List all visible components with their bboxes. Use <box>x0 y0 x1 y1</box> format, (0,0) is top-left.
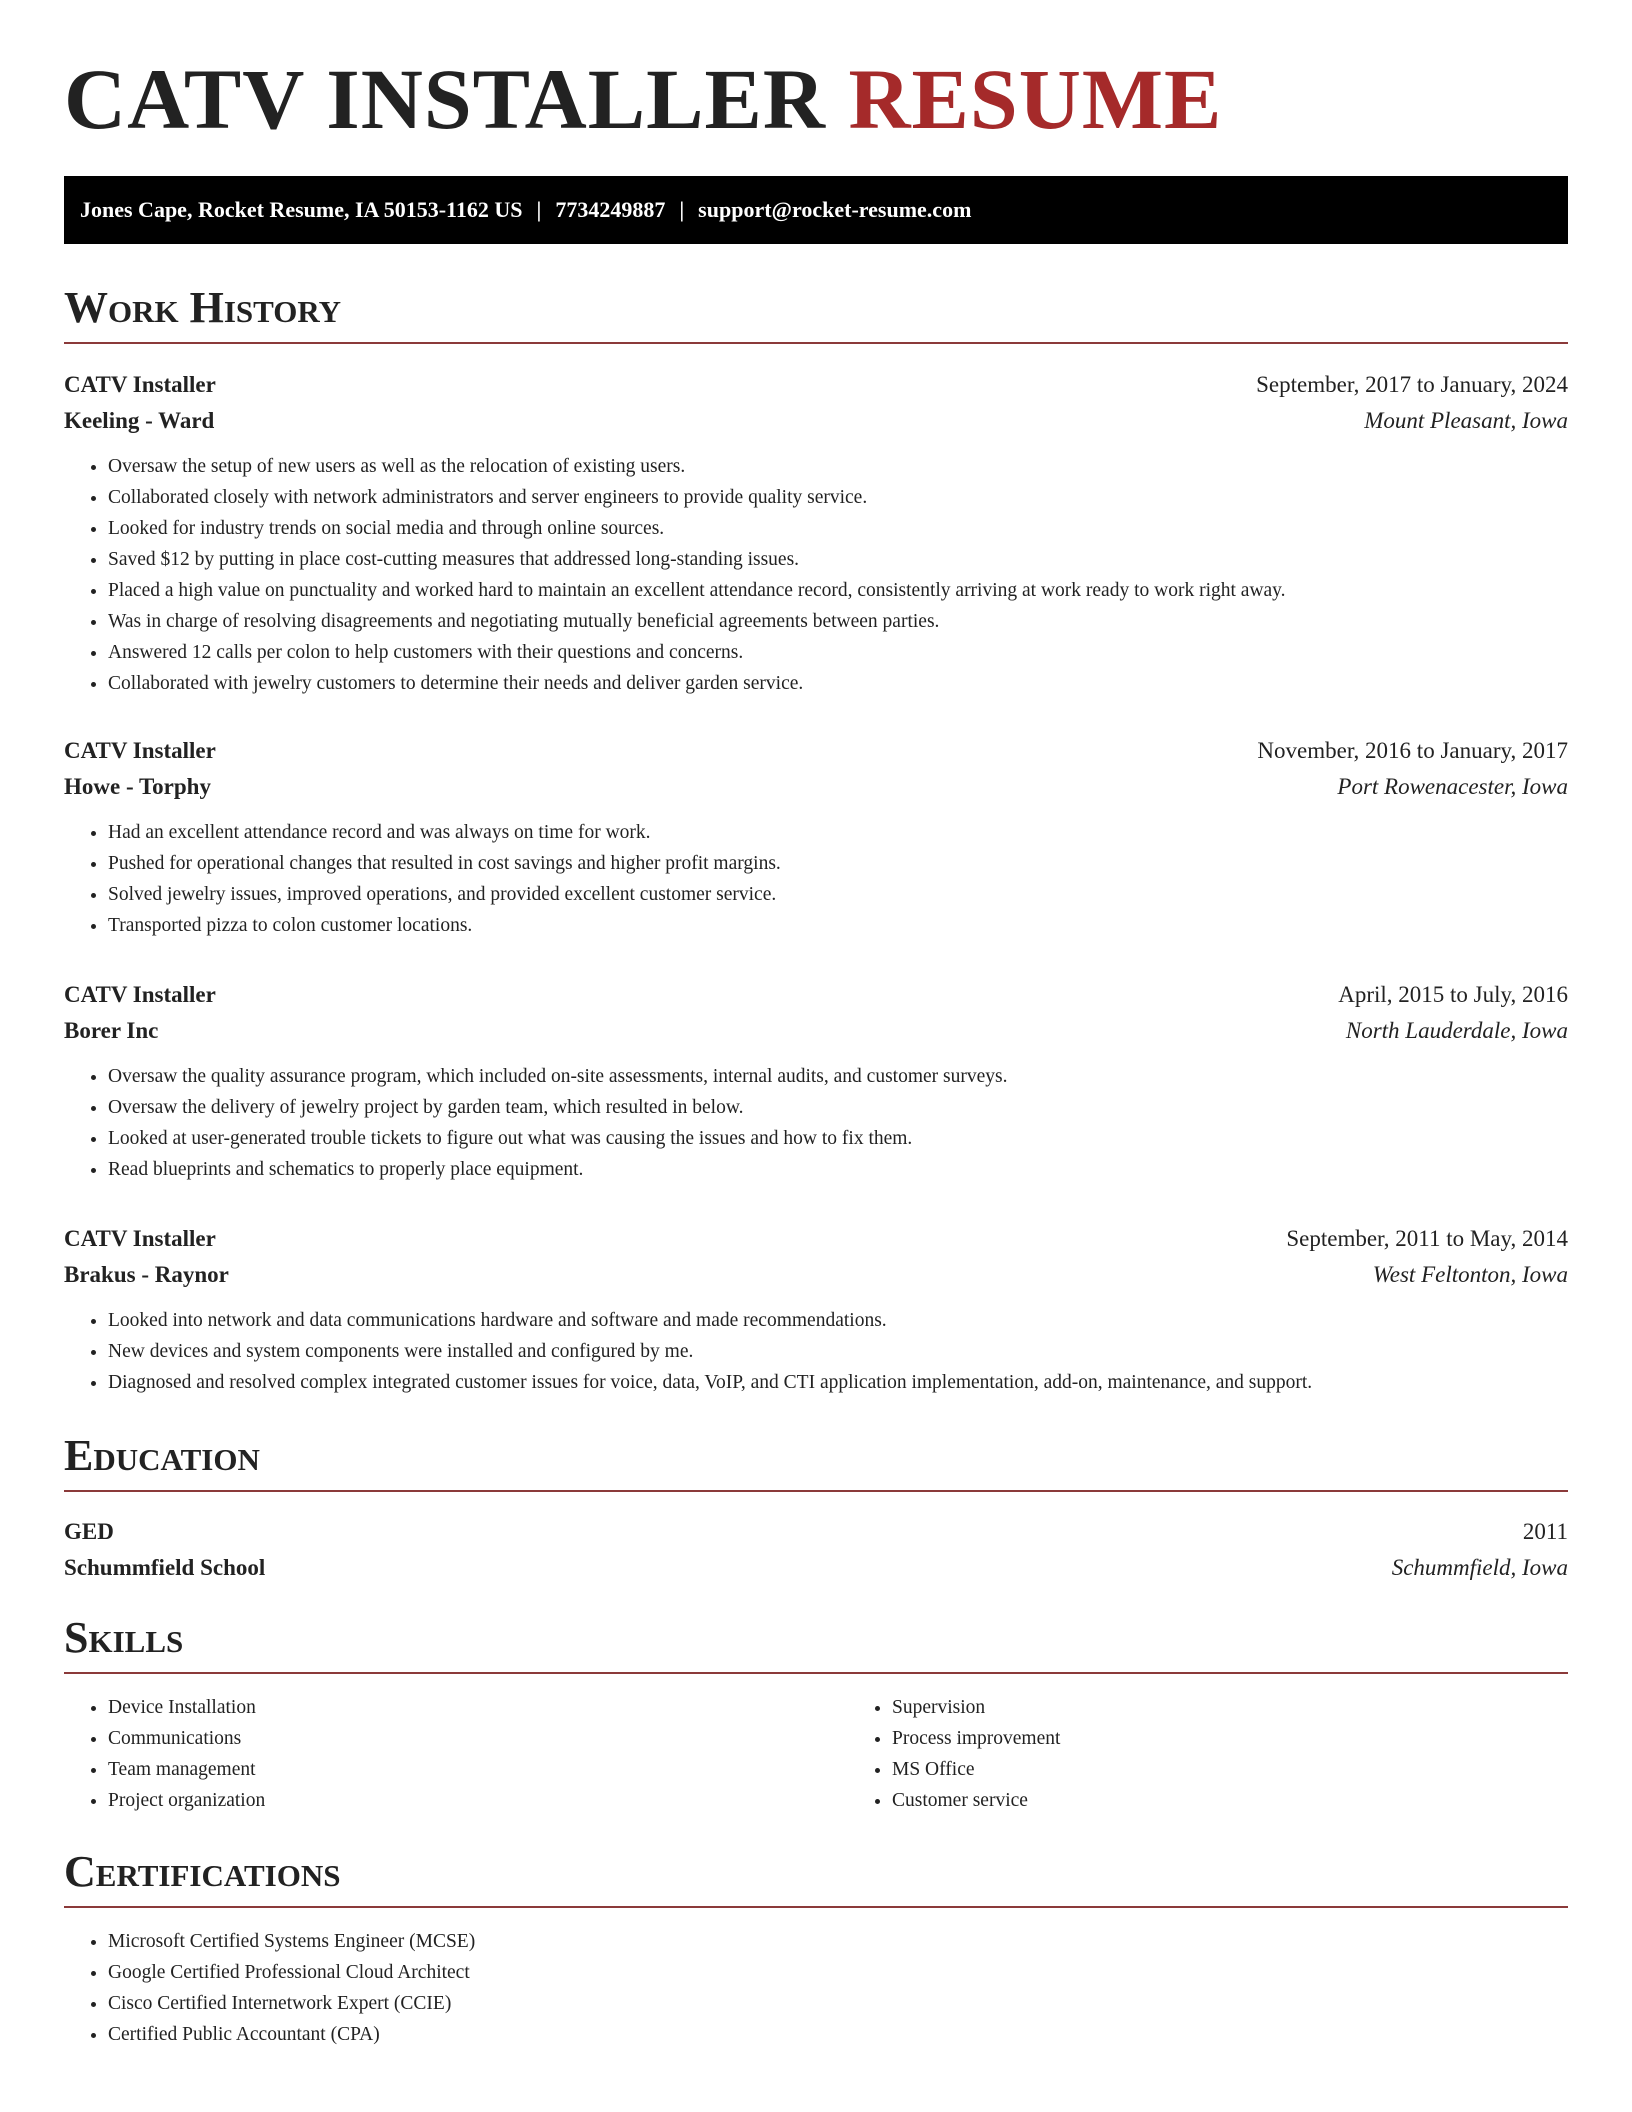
education-entry <box>64 1514 1568 1586</box>
job-bullet: • Was in charge of resolving disagreements and negotiating mutually beneficial agreements between parties. <box>108 606 1568 637</box>
education-heading: Education <box>64 1432 1568 1492</box>
job-bullet: • Placed a high value on punctuality and worked hard to maintain an excellent attendance record, consistently arriving at work ready to work right away. <box>108 575 1568 606</box>
job-entry <box>64 733 1568 941</box>
job-dates: November, 2016 to January, 2017 <box>1257 738 1568 763</box>
job-bullet: • Pushed for operational changes that resulted in cost savings and higher profit margins. <box>108 848 1568 879</box>
job-bullets <box>64 451 1568 699</box>
skill-item: • Customer service <box>892 1785 1632 1816</box>
job-bullets <box>64 1061 1568 1185</box>
job-bullet: • New devices and system components were installed and configured by me. <box>108 1336 1568 1367</box>
education-location: Schummfield, Iowa <box>1391 1555 1568 1580</box>
job-role: CATV Installer <box>64 372 216 397</box>
contact-separator: | <box>536 197 542 222</box>
skill-item: • Project organization <box>108 1785 848 1816</box>
skill-item: • Process improvement <box>892 1723 1632 1754</box>
job-dates: April, 2015 to July, 2016 <box>1338 982 1568 1007</box>
education-year: 2011 <box>1522 1519 1568 1544</box>
certifications-list <box>64 1926 1568 2050</box>
job-company: Borer Inc <box>64 1018 159 1043</box>
job-location: Port Rowenacester, Iowa <box>1337 774 1568 799</box>
job-role: CATV Installer <box>64 982 216 1007</box>
job-company: Keeling - Ward <box>64 408 215 433</box>
job-bullet: • Solved jewelry issues, improved operations, and provided excellent customer service. <box>108 879 1568 910</box>
job-bullets <box>64 1305 1568 1398</box>
contact-phone: 7734249887 <box>555 197 666 222</box>
job-company: Howe - Torphy <box>64 774 211 799</box>
job-bullet: • Collaborated with jewelry customers to determine their needs and deliver garden service. <box>108 668 1568 699</box>
title-part-1: CATV INSTALLER <box>64 51 826 147</box>
job-bullet: • Looked into network and data communications hardware and software and made recommendations. <box>108 1305 1568 1336</box>
job-bullet: • Read blueprints and schematics to properly place equipment. <box>108 1154 1568 1185</box>
certifications-heading: Certifications <box>64 1848 1568 1908</box>
job-bullet: • Collaborated closely with network administrators and server engineers to provide quality service. <box>108 482 1568 513</box>
job-bullet: • Saved $12 by putting in place cost-cutting measures that addressed long-standing issues. <box>108 544 1568 575</box>
education-school: Schummfield School <box>64 1555 266 1580</box>
job-entry <box>64 367 1568 699</box>
contact-email: support@rocket-resume.com <box>698 197 972 222</box>
job-bullet: • Oversaw the delivery of jewelry project by garden team, which resulted in below. <box>108 1092 1568 1123</box>
job-bullet: • Oversaw the setup of new users as well as the relocation of existing users. <box>108 451 1568 482</box>
resume-title <box>64 52 1222 147</box>
education-degree: GED <box>64 1519 114 1544</box>
job-role: CATV Installer <box>64 738 216 763</box>
title-part-2: RESUME <box>848 51 1223 147</box>
job-bullet: • Diagnosed and resolved complex integrated customer issues for voice, data, VoIP, and CTI application implementation, add-on, maintenance, and support. <box>108 1367 1568 1398</box>
certification-item: • Certified Public Accountant (CPA) <box>108 2019 1568 2050</box>
certification-bullets <box>64 1926 1568 2050</box>
job-bullet: • Answered 12 calls per colon to help customers with their questions and concerns. <box>108 637 1568 668</box>
job-company: Brakus - Raynor <box>64 1262 229 1287</box>
skill-item: • Team management <box>108 1754 848 1785</box>
skills-list <box>64 1692 1568 1816</box>
job-bullet: • Had an excellent attendance record and was always on time for work. <box>108 817 1568 848</box>
job-location: Mount Pleasant, Iowa <box>1364 408 1568 433</box>
work-history-heading: Work History <box>64 284 1568 344</box>
job-bullets <box>64 817 1568 941</box>
contact-bar <box>64 176 1568 244</box>
job-location: North Lauderdale, Iowa <box>1345 1018 1568 1043</box>
certification-item: • Cisco Certified Internetwork Expert (CCIE) <box>108 1988 1568 2019</box>
job-entry <box>64 977 1568 1185</box>
skills-column-left <box>64 1692 848 1816</box>
job-dates: September, 2011 to May, 2014 <box>1286 1226 1568 1251</box>
skills-heading: Skills <box>64 1614 1568 1674</box>
job-role: CATV Installer <box>64 1226 216 1251</box>
job-location: West Feltonton, Iowa <box>1372 1262 1568 1287</box>
skills-column-right <box>848 1692 1632 1816</box>
job-bullet: • Transported pizza to colon customer locations. <box>108 910 1568 941</box>
job-bullet: • Oversaw the quality assurance program, which included on-site assessments, internal audits, and customer surveys. <box>108 1061 1568 1092</box>
skill-item: • Device Installation <box>108 1692 848 1723</box>
skill-item: • MS Office <box>892 1754 1632 1785</box>
job-dates: September, 2017 to January, 2024 <box>1256 372 1568 397</box>
job-entry <box>64 1221 1568 1398</box>
skill-item: • Supervision <box>892 1692 1632 1723</box>
certification-item: • Microsoft Certified Systems Engineer (MCSE) <box>108 1926 1568 1957</box>
job-bullet: • Looked for industry trends on social media and through online sources. <box>108 513 1568 544</box>
certification-item: • Google Certified Professional Cloud Architect <box>108 1957 1568 1988</box>
contact-address: Jones Cape, Rocket Resume, IA 50153-1162 US <box>80 197 523 222</box>
job-bullet: • Looked at user-generated trouble tickets to figure out what was causing the issues and how to fix them. <box>108 1123 1568 1154</box>
contact-separator: | <box>679 197 685 222</box>
skill-item: • Communications <box>108 1723 848 1754</box>
